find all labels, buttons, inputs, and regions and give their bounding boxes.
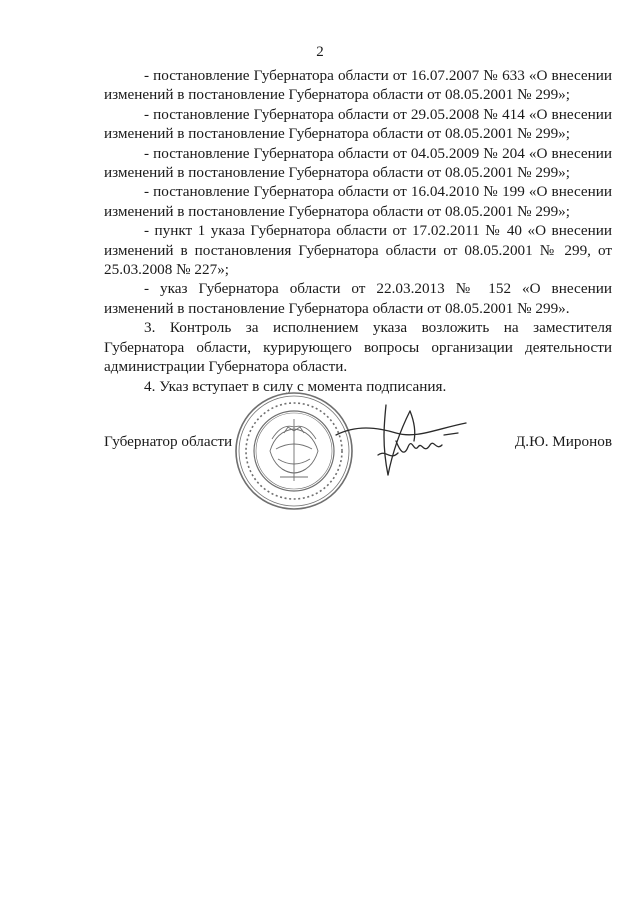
signatory-name: Д.Ю. Миронов [514, 433, 612, 450]
handwritten-signature-icon [326, 395, 476, 485]
clause-4-paragraph: 4. Указ вступает в силу с момента подписания. [144, 377, 447, 395]
list-item: - пункт 1 указа Губернатора области от 17.02.2011 № 40 «О внесении изменений в постановления Губернатора области от 08.05.2001 № 299, от 25.03.2008 № 227»; [104, 222, 612, 279]
list-item: - постановление Губернатора области от 04.05.2009 № 204 «О внесении изменений в постановление Губернатора области от 08.05.2001 № 299»; [104, 144, 612, 182]
signature-block [104, 385, 612, 525]
document-body [104, 66, 612, 396]
signatory-title: Губернатор области [104, 433, 233, 450]
list-item: - указ Губернатора области от 22.03.2013 № 152 «О внесении изменений в постановление Губернатора области от 08.05.2001 № 299». [104, 280, 612, 317]
list-item: - постановление Губернатора области от 16.07.2007 № 633 «О внесении изменений в постановление Губернатора области от 08.05.2001 № 299»; [104, 67, 612, 104]
page-number: 2 [316, 44, 324, 60]
list-item: - постановление Губернатора области от 29.05.2008 № 414 «О внесении изменений в постановление Губернатора области от 08.05.2001 № 299»; [104, 105, 612, 143]
list-item: - постановление Губернатора области от 16.04.2010 № 199 «О внесении изменений в постановление Губернатора области от 08.05.2001 № 299»; [104, 183, 612, 220]
clause-3-paragraph: 3. Контроль за исполнением указа возложить на заместителя Губернатора области, курирующего вопросы организации деятельности администрации Губернатора области. [104, 319, 612, 376]
